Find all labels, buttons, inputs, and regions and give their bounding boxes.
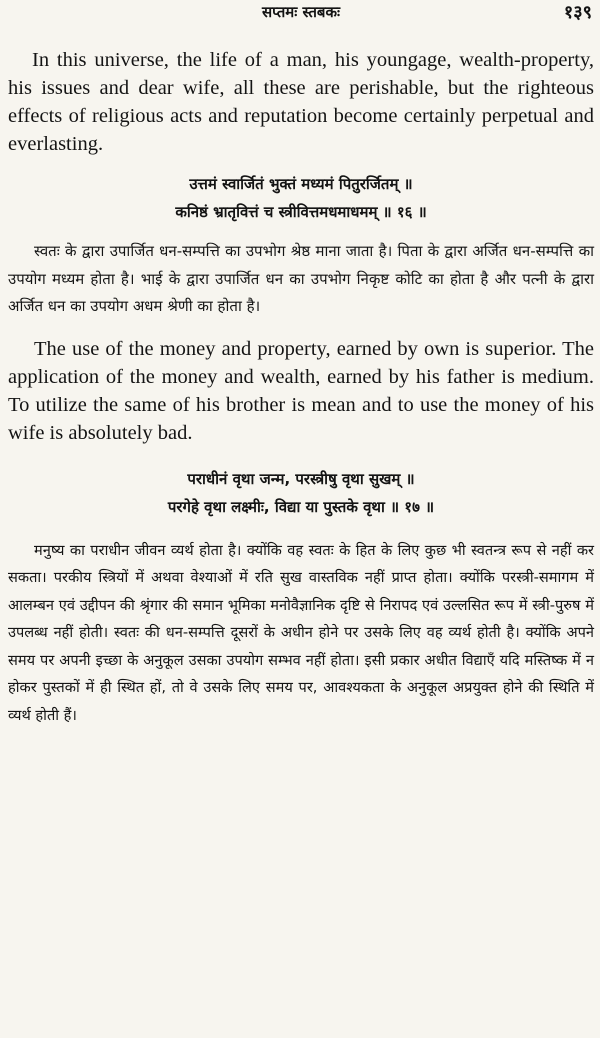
verse-17-line-2: परगेहे वृथा लक्ष्मीः, विद्या या पुस्तके वृथा ॥ १७ ॥ — [167, 497, 435, 516]
hindi-commentary-17: मनुष्य का पराधीन जीवन व्यर्थ होता है। क्योंकि वह स्वतः के हित के लिए कुछ भी स्वतन्त्र रूप से नहीं कर सकता। परकीय स्त्रियों में अथवा वेश्याओं में रति सुख वास्तविक नहीं प्राप्त होता। क्योंकि परस्त्री-समागम में आलम्बन एवं उद्दीपन की श्रृंगार की समान भूमिका मनोवैज्ञानिक दृष्टि से निरापद एवं उल्लसित रूप में स्त्री-पुरुष में उपलब्ध नहीं होती। स्वतः की धन-सम्पत्ति दूसरों के अधीन होने पर उसके लिए वह व्यर्थ होती है। क्योंकि अपने समय पर अपनी इच्छा के अनुकूल उसका उपयोग सम्भव नहीं होता। इसी प्रकार अधीत विद्याएँ यदि मस्तिष्क में न होकर पुस्तकों में ही स्थित हों, तो वे उसके लिए समय पर, आवश्यकता के अनुकूल अप्रयुक्त होने की स्थिति में व्यर्थ होती हैं। — [8, 541, 594, 724]
verse-16-line-2: कनिष्ठं भ्रातृवित्तं च स्त्रीवित्तमधमाधमम् ॥ १६ ॥ — [175, 203, 427, 221]
english-paragraph-2: The use of the money and property, earned by own is superior. The application of the money and wealth, earned by his father is medium. To utilize the same of his brother is mean and to use the money of his wife is absolutely bad. — [8, 337, 594, 444]
page-header — [8, 0, 594, 30]
verse-16-line-1: उत्तमं स्वार्जितं भुक्तं मध्यमं पितुरर्जितम् ॥ — [189, 175, 413, 193]
chapter-title: सप्तमः स्तबकः — [261, 3, 341, 21]
english-paragraph-1: In this universe, the life of a man, his youngage, wealth-property, his issues and dear wife, all these are perishable, but the righteous effects of religious acts and reputation become certainly perpetual and everlasting. — [8, 49, 594, 155]
verse-17-line-1: पराधीनं वृथा जन्म, परस्त्रीषु वृथा सुखम् ॥ — [187, 469, 415, 488]
hindi-commentary-16: स्वतः के द्वारा उपार्जित धन-सम्पत्ति का उपभोग श्रेष्ठ माना जाता है। पिता के द्वारा अर्जित धन-सम्पत्ति का उपयोग मध्यम होता है। भाई के द्वारा उपार्जित धन का उपभोग निकृष्ट कोटि का होता है और पत्नी के द्वारा अर्जित धन का उपयोग अधम श्रेणी का होता है। — [8, 242, 594, 315]
page-number: १३९ — [563, 2, 592, 23]
